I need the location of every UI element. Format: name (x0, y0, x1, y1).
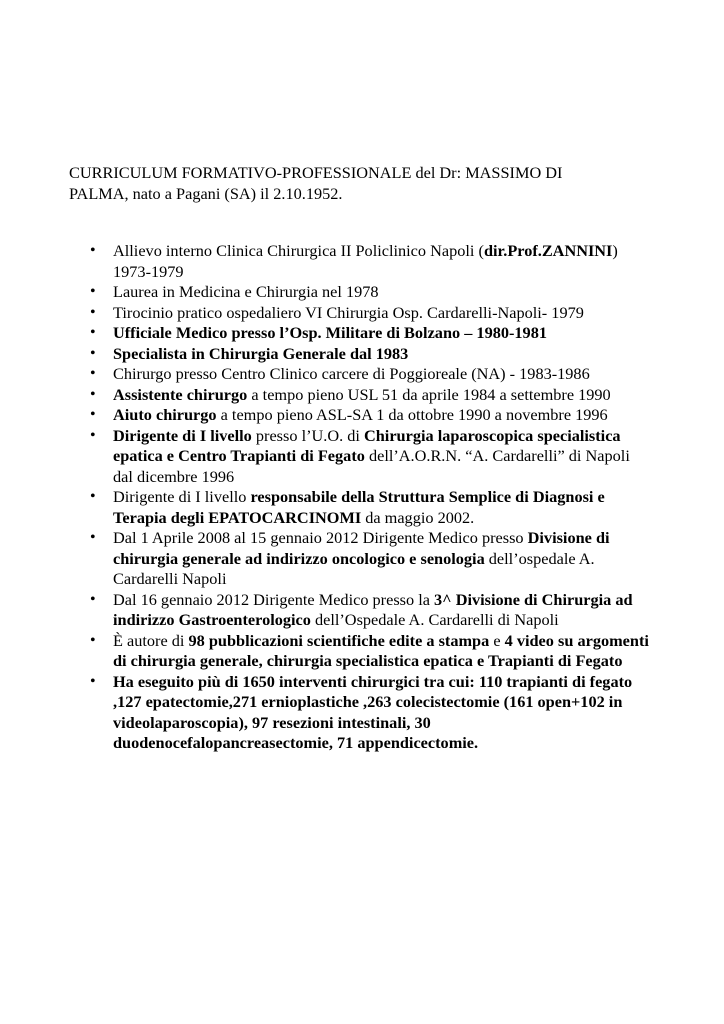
item-text: a tempo pieno ASL-SA 1 da ottobre 1990 a novembre 1996 (216, 405, 608, 424)
item-text: Tirocinio pratico ospedaliero VI Chirurgia Osp. Cardarelli-Napoli- 1979 (113, 302, 584, 322)
item-bold-text: Ufficiale Medico presso l’Osp. Militare di Bolzano – 1980-1981 (113, 323, 547, 342)
item-text: presso l’U.O. di (251, 425, 364, 445)
item-text: Allievo interno Clinica Chirurgica II Policlinico Napoli ( (113, 241, 484, 260)
item-text: a tempo pieno USL 51 da aprile 1984 a settembre 1990 (247, 384, 611, 404)
item-bold-text: Ha eseguito più di 1650 interventi chirurgici tra cui: 110 trapianti di fegato ,127 epatectomie,271 ernioplastiche ,263 colecistectomie (161 open+102 in videolaparoscopia), 97 resezioni intestinali, 30 duodenocefalopancreasectomie, 71 appendicectomie. (113, 671, 633, 752)
list-item (113, 385, 653, 406)
item-bold-text: responsabile della Struttura Semplice di Diagnosi e Terapia degli EPATOCARCINOMI (113, 487, 605, 527)
list-item (113, 590, 653, 631)
item-text: ) 1973-1979 (113, 241, 618, 281)
list-item (113, 487, 653, 528)
list-item (113, 364, 653, 385)
list-item (113, 303, 653, 324)
item-text: Dal 1 Aprile 2008 al 15 gennaio 2012 Dirigente Medico presso (113, 528, 528, 547)
list-item (113, 426, 653, 488)
item-bold-text: Assistente chirurgo (113, 384, 248, 404)
item-text: dell’A.O.R.N. “A. Cardarelli” di Napoli dal dicembre 1996 (113, 446, 630, 486)
list-item (113, 528, 653, 590)
item-bold-text: Divisione di chirurgia generale ad indirizzo oncologico e senologia (113, 528, 610, 568)
item-bold-text: 98 pubblicazioni scientifiche edite a stampa (188, 630, 490, 650)
item-bold-text: 3^ Divisione di Chirurgia ad indirizzo Gastroenterologico (113, 589, 633, 629)
item-text: Laurea in Medicina e Chirurgia nel 1978 (113, 282, 379, 301)
list-item (113, 282, 653, 303)
career-list (113, 241, 653, 754)
document-title (69, 162, 609, 204)
item-text: Dirigente di I livello (113, 487, 251, 506)
title-line-2: PALMA, nato a Pagani (SA) il 2.10.1952. (69, 184, 343, 203)
item-text: dell’ospedale A. Cardarelli Napoli (113, 548, 595, 588)
item-text: Dal 16 gennaio 2012 Dirigente Medico presso la (113, 589, 435, 609)
list-item (113, 405, 653, 426)
list-item (113, 241, 653, 282)
item-bold-text: Aiuto chirurgo (113, 405, 217, 424)
item-text: dell’Ospedale A. Cardarelli di Napoli (310, 610, 559, 629)
item-bold-text: 4 video su argomenti di chirurgia generale, chirurgia specialistica epatica e Trapianti di Fegato (113, 630, 649, 670)
item-text: Chirurgo presso Centro Clinico carcere di Poggioreale (NA) - 1983-1986 (113, 364, 590, 383)
list-item (113, 672, 653, 754)
item-bold-text: Dirigente di I livello (113, 425, 252, 445)
list-item (113, 631, 653, 672)
list-item (113, 323, 653, 344)
item-bold-text: Chirurgia laparoscopica specialistica epatica e Centro Trapianti di Fegato (113, 425, 621, 465)
item-bold-text: dir.Prof.ZANNINI (483, 241, 613, 260)
item-text: e (489, 630, 505, 650)
title-line-1: CURRICULUM FORMATIVO-PROFESSIONALE del Dr: MASSIMO DI (69, 163, 563, 182)
item-text: È autore di (113, 630, 189, 650)
item-bold-text: Specialista in Chirurgia Generale dal 1983 (113, 343, 409, 363)
list-item (113, 344, 653, 365)
item-text: da maggio 2002. (361, 507, 475, 527)
